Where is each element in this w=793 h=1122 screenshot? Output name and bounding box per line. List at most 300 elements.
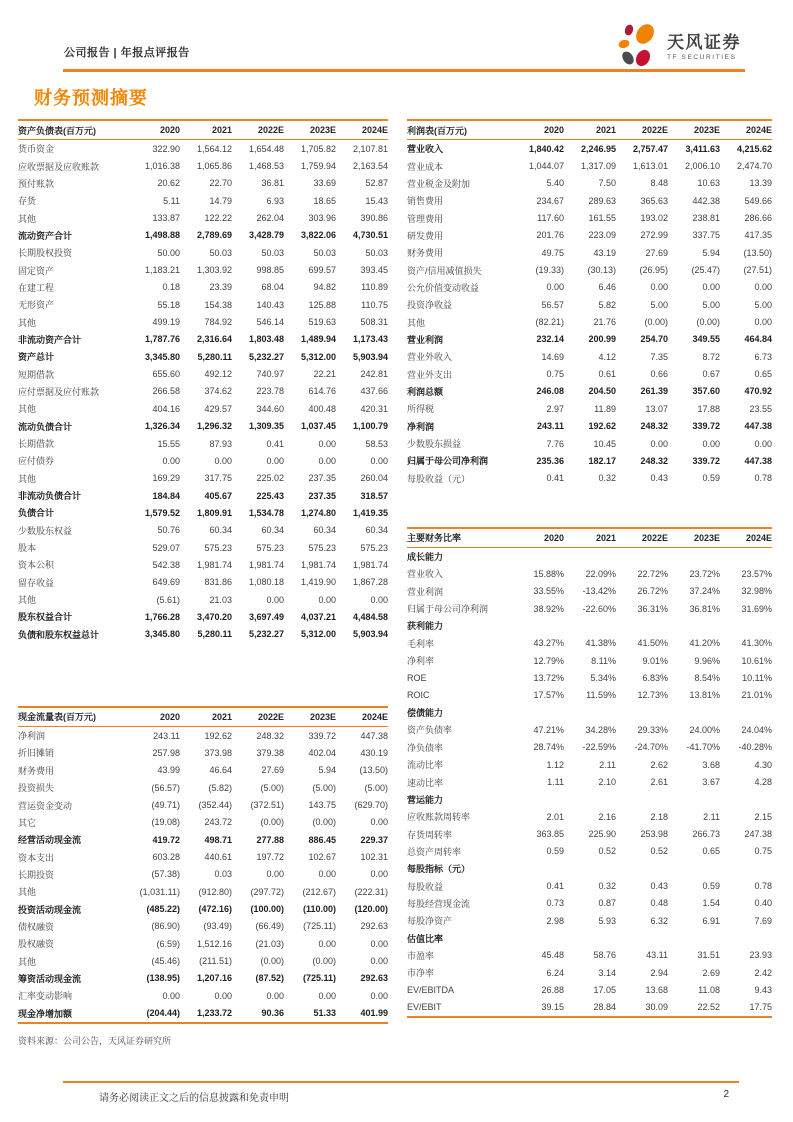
row-value: (30.13) [587, 265, 616, 276]
year-header: 2020 [159, 711, 180, 722]
row-value: 1,787.76 [144, 334, 180, 345]
row-value: (87.52) [255, 973, 284, 984]
table-row [407, 435, 772, 452]
row-value: 1,579.52 [144, 507, 180, 518]
row-value: 0.87 [598, 898, 616, 909]
row-label: 固定资产 [18, 265, 55, 276]
row-value: (27.51) [743, 265, 772, 276]
row-label: 应付票据及应付账款 [18, 386, 100, 397]
table-row [18, 383, 388, 400]
row-value: (21.03) [255, 938, 284, 949]
year-header: 2023E [693, 125, 720, 135]
row-value: (629.70) [354, 800, 388, 811]
row-value: 8.11% [591, 655, 616, 666]
row-value: 0.59 [546, 846, 564, 857]
year-header: 2021 [211, 711, 232, 722]
table-row [407, 791, 772, 808]
row-value: 2.97 [546, 403, 564, 414]
table-row [407, 400, 772, 417]
row-value: 0.67 [702, 369, 720, 380]
row-value: 4,730.51 [352, 230, 388, 241]
row-value: 784.92 [204, 317, 232, 328]
row-value: 2.11 [703, 811, 720, 822]
table-title: 资产负债表(百万元) [18, 125, 96, 136]
row-value: 3,345.80 [144, 351, 180, 362]
row-value: 655.60 [152, 369, 180, 380]
row-value: 286.66 [744, 213, 772, 224]
row-label: 每股指标（元） [407, 864, 471, 875]
table-row [18, 227, 388, 244]
row-value: 12.73% [637, 690, 668, 701]
row-value: 102.31 [360, 852, 388, 863]
row-value: 39.15 [541, 1002, 564, 1013]
row-value: -22.59% [582, 742, 616, 753]
row-value: 15.43 [365, 195, 388, 206]
row-value: (0.00) [644, 317, 668, 328]
table-row [18, 796, 388, 813]
table-row [407, 383, 772, 400]
row-value: 470.92 [744, 386, 772, 397]
row-value: 182.17 [588, 455, 616, 466]
year-header: 2024E [745, 532, 772, 543]
row-label: 管理费用 [407, 213, 444, 224]
row-value: 246.08 [536, 386, 564, 397]
row-value: (912.80) [198, 886, 232, 897]
row-value: 58.76 [593, 950, 616, 961]
row-value: 110.75 [361, 299, 388, 310]
table-row [18, 209, 388, 226]
row-value: 5,312.00 [300, 629, 336, 640]
table-row [18, 744, 388, 761]
row-value: 192.62 [588, 421, 616, 432]
row-value: 32.98% [741, 586, 772, 597]
row-value: -40.28% [738, 742, 772, 753]
row-value: 2.98 [546, 915, 564, 926]
row-value: (100.00) [250, 904, 284, 915]
row-value: 193.02 [640, 213, 668, 224]
row-value: 390.86 [360, 213, 388, 224]
row-value: 13.39 [749, 178, 772, 189]
table-row [18, 574, 388, 591]
row-value: (0.00) [260, 817, 284, 828]
row-value: 11.08 [698, 985, 720, 996]
table-row [18, 244, 388, 261]
row-value: 27.69 [645, 247, 668, 258]
row-value: (49.71) [151, 800, 180, 811]
row-value: (372.51) [250, 800, 284, 811]
row-value: 603.28 [152, 852, 180, 863]
row-value: 55.18 [157, 299, 180, 310]
row-value: 1,419.35 [352, 507, 388, 518]
row-value: 7.35 [650, 351, 668, 362]
table-header-row [18, 708, 388, 727]
row-value: 0.32 [598, 473, 616, 484]
table-title: 主要财务比率 [407, 533, 462, 544]
row-value: 201.76 [536, 230, 564, 241]
row-label: 资本公积 [18, 560, 55, 571]
row-value: 237.35 [308, 473, 336, 484]
row-label: 其他 [18, 473, 37, 484]
page-number: 2 [723, 1089, 729, 1100]
row-value: 45.48 [541, 950, 564, 961]
row-value: 6.93 [266, 195, 284, 206]
row-value: 2,474.70 [736, 161, 772, 172]
table-row [407, 877, 772, 894]
row-value: 0.00 [318, 938, 336, 949]
row-value: 248.32 [640, 421, 668, 432]
row-label: 营业外支出 [407, 369, 453, 380]
row-value: 102.67 [308, 852, 336, 863]
row-value: 529.07 [152, 542, 180, 553]
row-value: 4.28 [754, 777, 772, 788]
row-value: (138.95) [146, 973, 180, 984]
row-value: 1,080.18 [248, 577, 284, 588]
table-row [407, 721, 772, 738]
row-value: 3,697.49 [248, 611, 284, 622]
table-row [407, 617, 772, 634]
row-value: 5,903.94 [352, 629, 388, 640]
row-value: (45.46) [151, 956, 180, 967]
row-value: 420.31 [360, 403, 388, 414]
table-row [407, 331, 772, 348]
row-value: (57.38) [151, 869, 180, 880]
balance-sheet-table [18, 119, 388, 643]
row-value: 143.75 [308, 800, 336, 811]
row-value: 257.98 [152, 747, 180, 758]
row-value: 1,309.35 [248, 421, 284, 432]
table-row [18, 487, 388, 504]
row-value: 3.14 [598, 967, 616, 978]
row-value: 575.23 [308, 542, 336, 553]
row-value: 699.57 [308, 265, 336, 276]
row-label: 其他 [18, 887, 37, 898]
row-value: 34.28% [585, 724, 616, 735]
table-row [407, 704, 772, 721]
row-label: 非流动资产合计 [18, 334, 82, 345]
row-label: 归属于母公司净利润 [407, 604, 489, 615]
row-label: 成长能力 [407, 552, 444, 563]
table-row [18, 522, 388, 539]
row-value: 2,246.95 [580, 143, 616, 154]
row-value: 15.55 [157, 438, 180, 449]
page-title: 财务预测摘要 [34, 88, 148, 108]
row-value: 379.38 [256, 747, 284, 758]
row-value: 0.00 [370, 594, 388, 605]
row-value: 1,183.21 [144, 265, 180, 276]
table-row [407, 244, 772, 261]
row-value: 5.93 [598, 915, 616, 926]
row-value: 2,107.81 [352, 143, 388, 154]
table-title: 利润表(百万元) [407, 125, 467, 136]
row-value: 229.37 [360, 834, 388, 845]
row-value: 0.00 [370, 938, 388, 949]
row-value: 10.61% [741, 655, 772, 666]
row-value: 50.03 [365, 247, 388, 258]
row-value: 2.11 [599, 759, 616, 770]
row-value: 614.76 [308, 386, 336, 397]
year-header: 2022E [641, 125, 668, 135]
table-row [18, 348, 388, 365]
row-value: 0.00 [162, 455, 180, 466]
row-value: 0.00 [266, 455, 284, 466]
row-value: 0.00 [546, 282, 564, 293]
table-row [18, 1004, 388, 1021]
row-value: 47.21% [533, 724, 564, 735]
row-value: 401.99 [360, 1008, 388, 1019]
row-value: 1,809.91 [196, 507, 232, 518]
row-value: 110.89 [361, 282, 388, 293]
table-row [18, 900, 388, 917]
row-value: 0.52 [650, 846, 668, 857]
row-value: 17.57% [533, 690, 564, 701]
row-value: 7.69 [754, 915, 772, 926]
row-label: 资产负债率 [407, 725, 453, 736]
table-row [407, 843, 772, 860]
row-value: 161.55 [588, 213, 616, 224]
footer-disclaimer: 请务必阅读正文之后的信息披露和免责申明 [99, 1093, 289, 1104]
table-row [407, 296, 772, 313]
row-value: 0.00 [702, 282, 720, 293]
table-row [18, 626, 388, 643]
row-label: 资产总计 [18, 352, 55, 363]
row-value: (13.50) [743, 247, 772, 258]
row-value: 1,044.07 [528, 161, 564, 172]
source-note: 资料来源：公司公告，天风证券研究所 [18, 1035, 172, 1046]
row-value: 11.89 [594, 403, 616, 414]
row-value: 5.82 [598, 299, 616, 310]
row-value: (25.47) [691, 265, 720, 276]
row-value: 3.68 [702, 759, 720, 770]
row-value: 51.33 [313, 1008, 336, 1019]
row-label: 营业外收入 [407, 352, 453, 363]
row-label: 长期股权投资 [18, 248, 73, 259]
row-value: 12.79% [533, 655, 564, 666]
row-value: 2.62 [650, 759, 668, 770]
row-value: (725.11) [303, 921, 336, 932]
row-value: 1,705.82 [300, 143, 336, 154]
table-row [407, 365, 772, 382]
row-value: 464.84 [744, 334, 772, 345]
row-value: (5.00) [260, 782, 284, 793]
row-value: 50.76 [157, 525, 180, 536]
year-header: 2024E [361, 125, 388, 135]
year-header: 2021 [211, 125, 232, 135]
row-value: 831.86 [204, 577, 232, 588]
header-divider [63, 69, 745, 72]
row-value: 237.35 [308, 490, 336, 501]
row-value: 0.00 [370, 817, 388, 828]
row-value: 1,016.38 [144, 161, 180, 172]
row-value: 2,757.47 [632, 143, 668, 154]
row-value: 292.63 [360, 973, 388, 984]
table-row [18, 452, 388, 469]
table-row [407, 808, 772, 825]
table-row [407, 947, 772, 964]
row-label: 存货 [18, 196, 37, 207]
row-value: 49.75 [541, 247, 564, 258]
row-value: (66.49) [255, 921, 284, 932]
row-value: 0.48 [650, 898, 668, 909]
row-value: (0.00) [312, 956, 336, 967]
row-value: 0.43 [650, 881, 668, 892]
row-label: 其它 [18, 817, 37, 828]
row-value: 90.36 [261, 1008, 284, 1019]
row-label: 营业税金及附加 [407, 178, 471, 189]
row-value: 0.52 [598, 846, 616, 857]
row-label: 股本 [18, 543, 37, 554]
row-value: 1,981.74 [300, 559, 336, 570]
row-value: 0.00 [370, 455, 388, 466]
row-label: 其他 [18, 213, 37, 224]
table-row [18, 970, 388, 987]
row-value: 575.23 [204, 542, 232, 553]
row-label: 营业利润 [407, 586, 444, 597]
row-value: 5,232.27 [248, 351, 284, 362]
row-value: (110.00) [302, 904, 336, 915]
row-value: (19.33) [535, 265, 564, 276]
row-value: (5.82) [208, 782, 232, 793]
row-label: 净负债率 [407, 742, 444, 753]
row-value: 24.00% [689, 724, 720, 735]
row-value: 28.74% [533, 742, 564, 753]
row-value: 0.00 [266, 594, 284, 605]
row-value: 243.72 [204, 817, 232, 828]
table-row [18, 470, 388, 487]
table-row [407, 548, 772, 565]
table-row [407, 981, 772, 998]
row-label: 存货周转率 [407, 829, 453, 840]
row-value: 254.70 [640, 334, 668, 345]
row-value: 5,280.11 [197, 629, 232, 640]
row-value: 60.34 [209, 525, 232, 536]
row-value: 8.54% [694, 672, 720, 683]
row-value: 58.53 [365, 438, 388, 449]
row-value: 169.29 [152, 473, 180, 484]
row-value: 1,065.86 [196, 161, 232, 172]
table-row [407, 773, 772, 790]
footer-divider [63, 1081, 739, 1083]
table-row [407, 999, 772, 1016]
row-value: (212.67) [302, 886, 336, 897]
row-label: 每股经营现金流 [407, 898, 471, 909]
row-value: 1,037.45 [300, 421, 336, 432]
row-value: 17.88 [697, 403, 720, 414]
row-value: 429.57 [204, 403, 232, 414]
row-value: 0.73 [546, 898, 564, 909]
row-value: 10.45 [593, 438, 616, 449]
row-value: 6.24 [546, 967, 564, 978]
table-row [18, 435, 388, 452]
row-value: 23.72% [689, 568, 720, 579]
row-value: 0.32 [598, 881, 616, 892]
table-row [407, 912, 772, 929]
row-value: 0.00 [370, 990, 388, 1001]
table-row [18, 727, 388, 744]
table-row [18, 935, 388, 952]
row-value: (211.51) [199, 956, 232, 967]
row-value: 0.75 [546, 369, 564, 380]
row-label: 市净率 [407, 968, 435, 979]
row-label: 无形资产 [18, 300, 55, 311]
row-value: 248.32 [640, 455, 668, 466]
row-value: 1,317.09 [580, 161, 616, 172]
ratios-table [407, 527, 772, 1018]
row-value: 0.00 [702, 438, 720, 449]
row-value: 2.15 [754, 811, 772, 822]
row-value: 17.05 [593, 985, 616, 996]
row-label: 销售费用 [407, 196, 444, 207]
row-label: 总资产周转率 [407, 846, 462, 857]
row-value: 5,903.94 [352, 351, 388, 362]
row-value: 50.00 [157, 247, 180, 258]
row-value: 94.82 [313, 282, 336, 293]
row-value: 1.12 [546, 759, 564, 770]
row-label: 应收票据及应收账款 [18, 161, 100, 172]
row-value: 197.72 [256, 852, 284, 863]
year-header: 2021 [595, 125, 616, 135]
row-label: 预付账款 [18, 178, 55, 189]
row-value: 4,037.21 [300, 611, 336, 622]
table-row [407, 635, 772, 652]
row-value: 546.14 [256, 317, 284, 328]
row-value: 492.12 [204, 369, 232, 380]
row-value: 1,468.53 [248, 161, 284, 172]
row-label: 债权融资 [18, 921, 55, 932]
table-row [18, 883, 388, 900]
row-label: 现金净增加额 [18, 1008, 73, 1019]
table-row [407, 860, 772, 877]
row-label: 少数股东损益 [407, 439, 462, 450]
row-label: 研发费用 [407, 230, 444, 241]
table-row [407, 140, 772, 157]
table-row [407, 895, 772, 912]
table-row [18, 140, 388, 157]
row-value: (0.00) [696, 317, 720, 328]
year-header: 2020 [543, 125, 564, 135]
row-value: (352.44) [198, 800, 232, 811]
row-label: 汇率变动影响 [18, 991, 73, 1002]
row-value: 5.00 [754, 299, 772, 310]
row-value: 43.27% [533, 638, 564, 649]
row-value: 6.83% [642, 672, 668, 683]
row-label: ROIC [407, 690, 430, 701]
row-value: 5.00 [702, 299, 720, 310]
row-value: 122.22 [204, 213, 232, 224]
row-value: 499.19 [152, 317, 180, 328]
row-label: 营业收入 [407, 569, 444, 580]
row-label: 在建工程 [18, 282, 55, 293]
year-header: 2022E [641, 532, 668, 543]
row-value: 15.88% [533, 568, 564, 579]
row-value: 36.31% [637, 603, 668, 614]
table-row [407, 652, 772, 669]
table-row [18, 157, 388, 174]
row-value: 3,470.20 [196, 611, 232, 622]
row-value: 225.02 [256, 473, 284, 484]
row-label: 净利润 [18, 731, 46, 742]
row-value: 14.79 [209, 195, 232, 206]
row-value: 0.00 [318, 438, 336, 449]
row-label: 长期投资 [18, 869, 55, 880]
row-value: (204.44) [146, 1008, 180, 1019]
row-value: 365.63 [640, 195, 668, 206]
row-value: 200.99 [588, 334, 616, 345]
row-label: 速动比率 [407, 777, 444, 788]
row-label: 每股净资产 [407, 916, 453, 927]
row-value: 2.10 [598, 777, 616, 788]
row-value: 17.75 [749, 1002, 772, 1013]
row-value: 262.04 [256, 213, 284, 224]
